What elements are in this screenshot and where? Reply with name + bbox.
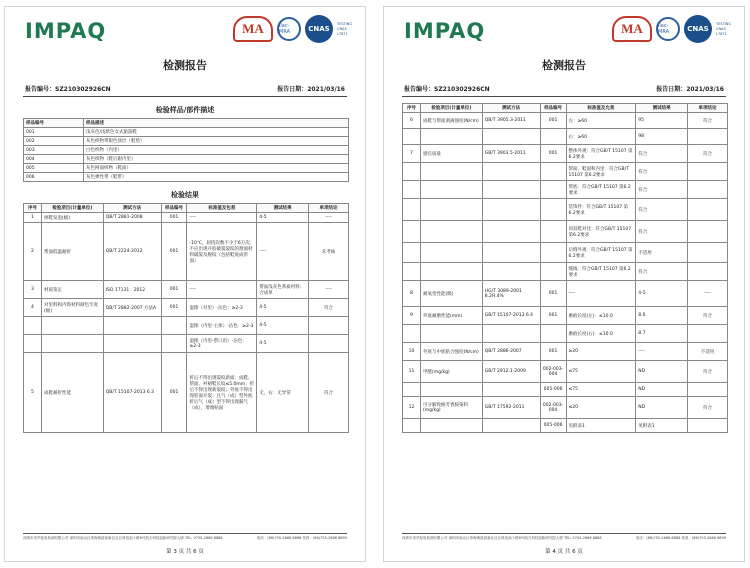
sample-number <box>540 163 566 181</box>
report-title: 检测报告 <box>542 59 586 72</box>
row-number: 12 <box>403 397 421 419</box>
table-row <box>403 145 728 163</box>
row-number <box>403 419 421 433</box>
test-method: ISO 17131：2012 <box>103 281 161 299</box>
test-result: 8.6 <box>636 307 688 325</box>
column-header: 样品编号 <box>540 104 566 113</box>
standard-value: 整体外观：符合GB/T 15107 第6.2要求 <box>566 145 636 163</box>
test-method: QB/T 2886-2007 <box>482 343 540 361</box>
conclusion: ---- <box>688 281 728 307</box>
test-item: 外底耐磨性能(mm) <box>420 307 482 325</box>
row-number <box>403 129 421 145</box>
report-meta <box>384 84 744 93</box>
sample-id: 001 <box>24 128 84 137</box>
test-method: GB/T 2912.1-2009 <box>482 361 540 383</box>
table-row <box>403 181 728 199</box>
test-result: 符合 <box>636 181 688 199</box>
test-item: 掉鞋发泡(级) <box>41 213 103 223</box>
test-item: 对里料和内饰材料颜色牢度(级) <box>41 299 103 317</box>
results-table <box>23 203 349 433</box>
impaq-logo: IMPAQ <box>404 19 486 43</box>
conclusion: ---- <box>309 281 349 299</box>
sample-number: 002-003-004 <box>540 397 566 419</box>
page-number: 第 4 页 共 6 页 <box>545 549 583 555</box>
sample-id: 002 <box>24 137 84 146</box>
sample-number <box>540 181 566 199</box>
table-row <box>403 281 728 307</box>
column-header: 单项结论 <box>309 204 349 213</box>
table-row <box>24 317 349 335</box>
results-table-continued <box>402 103 728 433</box>
conclusion: 未考核 <box>309 223 349 281</box>
table-row <box>403 325 728 343</box>
test-item: 成鞋与帮面剥离强度(N/cm) <box>420 113 482 129</box>
row-number <box>403 163 421 181</box>
column-header: 单项结论 <box>688 104 728 113</box>
table-row <box>24 223 349 281</box>
column-header: 样品描述 <box>84 119 349 128</box>
test-item <box>41 317 103 335</box>
sample-number: 001 <box>540 307 566 325</box>
test-result: 95 <box>636 113 688 129</box>
conclusion <box>309 317 349 335</box>
sample-id: 005 <box>24 164 84 173</box>
sample-number: 001 <box>161 299 187 317</box>
standard-value: -10℃，屈挠次数不少于6万次；不应出现开胶破裂裂纹的割面材料破裂及脱纹（包括鞋底成形面） <box>187 223 257 281</box>
footer-address: 深圳市美华检验检测有限公司 深圳市南山区粤海街道高新区社区科技南十路6号航天科技创新研究院大厦 TEL: 0755-2666 8888 <box>402 536 602 540</box>
report-date: 报告日期：2021/03/16 <box>277 86 345 93</box>
test-item: 感官质量 <box>420 145 482 163</box>
test-result: 不适用 <box>636 243 688 263</box>
row-number: 4 <box>24 299 42 317</box>
report-page-1 <box>4 6 366 562</box>
column-header: 测试方法 <box>103 204 161 213</box>
test-item <box>420 419 482 433</box>
standard-value: 磨痕长度(左)：≤10.0 <box>566 307 636 325</box>
sample-id: 004 <box>24 155 84 164</box>
test-item: 成鞋耐折性能 <box>41 353 103 433</box>
row-number: 1 <box>24 213 42 223</box>
table-row <box>24 146 349 155</box>
test-item <box>420 163 482 181</box>
test-method <box>482 129 540 145</box>
test-item <box>420 243 482 263</box>
row-number <box>403 383 421 397</box>
conclusion: 符合 <box>688 397 728 419</box>
footer-contact: 电话：(86)755-2666 8888 传真：(86)755-2666 8899 <box>256 536 347 540</box>
sample-number: 001 <box>540 343 566 361</box>
standard-value: 缝线：符合GB/T 15107 第6.2要求 <box>566 263 636 281</box>
cnas-caption: TESTING CNAS L7871 <box>716 21 732 36</box>
conclusion: ---- <box>309 213 349 223</box>
test-result: ND <box>636 383 688 397</box>
test-result: 符合 <box>636 163 688 181</box>
test-item: 外底与中底粘合强度(N/cm) <box>420 343 482 361</box>
column-header: 测试结果 <box>257 204 309 213</box>
standard-value: 湿擦（内里-帮口沿）-沾色：≥2-3 <box>187 335 257 353</box>
sample-number <box>540 263 566 281</box>
table-row <box>403 221 728 243</box>
table-row <box>24 353 349 433</box>
report-title: 检测报告 <box>163 59 207 72</box>
report-date: 报告日期：2021/03/16 <box>656 86 724 93</box>
standard-value: 帮面、鞋面和内里：符合GB/T 15107 第6.2要求 <box>566 163 636 181</box>
results-section-title: 检验结果 <box>171 191 199 199</box>
sample-id: 003 <box>24 146 84 155</box>
test-method <box>482 243 540 263</box>
table-row <box>24 137 349 146</box>
table-row <box>403 113 728 129</box>
conclusion <box>309 335 349 353</box>
footer-contact: 电话：(86)755-2666 8888 传真：(86)755-2666 8899 <box>635 536 726 540</box>
test-result: ND <box>636 397 688 419</box>
test-item <box>420 325 482 343</box>
column-header: 检验项目(计量单位) <box>420 104 482 113</box>
row-number: 11 <box>403 361 421 383</box>
standard-value: 后缝外观：符合GB/T 15107 第6.2要求 <box>566 243 636 263</box>
column-header: 标准值及包差 <box>187 204 257 213</box>
sample-description: 灰色织物带银色涂层（鞋垫） <box>84 137 349 146</box>
sample-id: 006 <box>24 173 84 182</box>
test-result: 4-5 <box>257 299 309 317</box>
conclusion: 符合 <box>309 353 349 433</box>
conclusion <box>688 243 728 263</box>
ilac-mra-icon: ilac-MRA <box>277 17 301 41</box>
sample-number <box>540 129 566 145</box>
test-result: 见附表1 <box>636 419 688 433</box>
row-number: 3 <box>24 281 42 299</box>
ma-mark-icon: MA <box>233 16 273 42</box>
conclusion <box>688 163 728 181</box>
standard-value: 右：≥60 <box>566 129 636 145</box>
test-method <box>482 199 540 221</box>
row-number: 7 <box>403 145 421 163</box>
sample-number <box>540 221 566 243</box>
table-row <box>403 243 728 263</box>
standard-value: ---- <box>187 213 257 223</box>
table-row <box>403 419 728 433</box>
test-result: 帮面浅灰色革质材料；合成革 <box>257 281 309 299</box>
table-row <box>403 163 728 181</box>
test-result: 4-5 <box>257 317 309 335</box>
test-method <box>482 163 540 181</box>
footer-address: 深圳市美华检验检测有限公司 深圳市南山区粤海街道高新区社区科技南十路6号航天科技创新研究院大厦 TEL: 0755-2666 8888 <box>23 536 223 540</box>
test-method <box>482 325 540 343</box>
certification-marks <box>612 15 736 43</box>
conclusion: 符合 <box>688 145 728 163</box>
report-page-2 <box>383 6 745 562</box>
test-method <box>482 383 540 397</box>
page-header <box>384 7 744 51</box>
table-row <box>24 213 349 223</box>
sample-description: 浅灰色/浅紫色女式旅游鞋 <box>84 128 349 137</box>
column-header: 样品编号 <box>161 204 187 213</box>
column-header: 检验项目(计量单位) <box>41 204 103 213</box>
table-row <box>24 335 349 353</box>
test-method: QB/T 3905.3-2011 <box>482 113 540 129</box>
standard-value: 左：≥60 <box>566 113 636 129</box>
standard-value: 见附表1 <box>566 419 636 433</box>
sample-number: 002-003-004 <box>540 361 566 383</box>
row-number <box>403 263 421 281</box>
table-row <box>403 383 728 397</box>
test-result: 4-5 <box>257 335 309 353</box>
test-item: 耐氧变性能(级) <box>420 281 482 307</box>
table-row <box>24 281 349 299</box>
test-result: 4-5 <box>257 213 309 223</box>
test-result: 无，右：无异常 <box>257 353 309 433</box>
standard-value: ≤20 <box>566 397 636 419</box>
table-row <box>403 263 728 281</box>
table-row <box>24 155 349 164</box>
column-header: 样品编号 <box>24 119 84 128</box>
sample-section-title: 检验样品/部件描述 <box>155 106 215 114</box>
sample-description: 白色织物（内里） <box>84 146 349 155</box>
table-row <box>403 361 728 383</box>
conclusion <box>688 325 728 343</box>
cnas-caption: TESTING CNAS L7871 <box>337 21 353 36</box>
row-number: 5 <box>24 353 42 433</box>
test-result: 符合 <box>636 221 688 243</box>
table-row <box>403 343 728 361</box>
conclusion <box>688 199 728 221</box>
sample-number: 005-006 <box>540 383 566 397</box>
table-row <box>24 299 349 317</box>
test-item <box>420 129 482 145</box>
test-result: 符合 <box>636 263 688 281</box>
sample-description: 灰色弹性带（鞋带） <box>84 173 349 182</box>
sample-number: 001 <box>161 223 187 281</box>
table-row <box>403 129 728 145</box>
test-item <box>420 181 482 199</box>
conclusion <box>688 419 728 433</box>
test-result: 符合 <box>636 199 688 221</box>
test-method <box>482 263 540 281</box>
test-method <box>482 181 540 199</box>
page-footer <box>402 533 726 541</box>
test-item <box>420 199 482 221</box>
conclusion <box>688 181 728 199</box>
row-number <box>403 221 421 243</box>
test-item <box>420 221 482 243</box>
test-result: 98 <box>636 129 688 145</box>
standard-value: ≤75 <box>566 361 636 383</box>
test-result: 符合 <box>636 145 688 163</box>
test-result: 4-5 <box>636 281 688 307</box>
ma-mark-icon: MA <box>612 16 652 42</box>
report-number: 报告编号：SZ210302926CN <box>404 86 490 93</box>
test-result: 8.7 <box>636 325 688 343</box>
sample-number: 001 <box>161 353 187 433</box>
conclusion: 符合 <box>688 307 728 325</box>
row-number: 10 <box>403 343 421 361</box>
cnas-mark-icon: CNAS <box>684 15 712 43</box>
row-number <box>403 181 421 199</box>
sample-description: 灰色网面织物（鞋面） <box>84 164 349 173</box>
sample-number: 001 <box>540 281 566 307</box>
sample-number <box>161 317 187 335</box>
sample-number <box>540 199 566 221</box>
test-result: ---- <box>636 343 688 361</box>
report-number: 报告编号：SZ210302926CN <box>25 86 111 93</box>
page-footer <box>23 533 347 541</box>
sample-number: 005-006 <box>540 419 566 433</box>
test-method: GB/T 3903.5-2011 <box>482 145 540 163</box>
test-method: HG/T 3089-2001 8.2H.4% <box>482 281 540 307</box>
table-row <box>24 128 349 137</box>
row-number <box>403 243 421 263</box>
standard-value: 磨痕长度(右)：≤10.0 <box>566 325 636 343</box>
standard-value: 湿擦（对里）-沾色：≥2-3 <box>187 299 257 317</box>
sample-number <box>161 335 187 353</box>
row-number <box>403 325 421 343</box>
standard-value: ---- <box>566 281 636 307</box>
row-number <box>24 317 42 335</box>
standard-value: 同双鞋对比：符合GB/T 15107 第6.2要求 <box>566 221 636 243</box>
report-meta <box>5 84 365 93</box>
test-item <box>420 383 482 397</box>
test-item: 甲醛(mg/kg) <box>420 361 482 383</box>
impaq-logo: IMPAQ <box>25 19 107 43</box>
test-result: ND <box>636 361 688 383</box>
conclusion: 符合 <box>688 113 728 129</box>
test-method <box>103 317 161 335</box>
sample-description: 灰色织物（鞋后跟内里） <box>84 155 349 164</box>
row-number <box>403 199 421 221</box>
test-method: QB/T 2224-2012 <box>103 223 161 281</box>
sample-number <box>540 325 566 343</box>
page-header <box>5 7 365 51</box>
test-method <box>103 335 161 353</box>
standard-value: 湿擦（内里-主体）-沾色：≥2-3 <box>187 317 257 335</box>
certification-marks <box>233 15 357 43</box>
sample-number: 001 <box>540 113 566 129</box>
test-item: 材质鉴定 <box>41 281 103 299</box>
test-method: GB/T 17592-2011 <box>482 397 540 419</box>
table-row <box>403 199 728 221</box>
conclusion <box>688 221 728 243</box>
test-method: QB/T 15107-2013 6.3 <box>103 353 161 433</box>
column-header: 测试结果 <box>636 104 688 113</box>
row-number: 9 <box>403 307 421 325</box>
sample-number: 001 <box>161 281 187 299</box>
test-result: ---- <box>257 223 309 281</box>
table-row <box>24 173 349 182</box>
sample-number: 001 <box>161 213 187 223</box>
standard-value: 帮底：符合GB/T 15107 第6.2要求 <box>566 181 636 199</box>
standard-value: 折后不得出现裂纹新面；成鞋、帮面、衬裙鞋长纹≤5.0mm；折后不得出现新裂纹；外底不得出现胶面开裂；且气（成）型外底折后气（成）型不得出现漏气（成），增端贴面 <box>187 353 257 433</box>
conclusion: 符合 <box>309 299 349 317</box>
row-number: 6 <box>403 113 421 129</box>
conclusion: 符合 <box>688 361 728 383</box>
conclusion <box>688 129 728 145</box>
test-method: GB/T 15107-2013 6.4 <box>482 307 540 325</box>
standard-value: ---- <box>187 281 257 299</box>
conclusion: 不适用 <box>688 343 728 361</box>
test-item <box>420 263 482 281</box>
table-row <box>403 397 728 419</box>
cnas-mark-icon: CNAS <box>305 15 333 43</box>
row-number: 8 <box>403 281 421 307</box>
standard-value: 装饰件：符合GB/T 15107 第6.2要求 <box>566 199 636 221</box>
column-header: 序号 <box>403 104 421 113</box>
column-header: 标准值及允差 <box>566 104 636 113</box>
divider <box>23 96 347 97</box>
ilac-mra-icon: ilac-MRA <box>656 17 680 41</box>
sample-number <box>540 243 566 263</box>
test-method: QB/T 2881-2008 <box>103 213 161 223</box>
test-item: 可分解致癌芳香胺染料(mg/kg) <box>420 397 482 419</box>
conclusion <box>688 263 728 281</box>
test-item: 帮面低温耐折 <box>41 223 103 281</box>
standard-value: ≥20 <box>566 343 636 361</box>
test-method: QB/T 2882-2007 方法A <box>103 299 161 317</box>
test-item <box>41 335 103 353</box>
table-row <box>403 307 728 325</box>
test-method <box>482 221 540 243</box>
column-header: 测试方法 <box>482 104 540 113</box>
sample-table <box>23 118 349 182</box>
table-row <box>24 164 349 173</box>
page-number: 第 3 页 共 6 页 <box>166 549 204 555</box>
row-number <box>24 335 42 353</box>
standard-value: ≤75 <box>566 383 636 397</box>
sample-number: 001 <box>540 145 566 163</box>
test-method <box>482 419 540 433</box>
column-header: 序号 <box>24 204 42 213</box>
row-number: 2 <box>24 223 42 281</box>
conclusion <box>688 383 728 397</box>
